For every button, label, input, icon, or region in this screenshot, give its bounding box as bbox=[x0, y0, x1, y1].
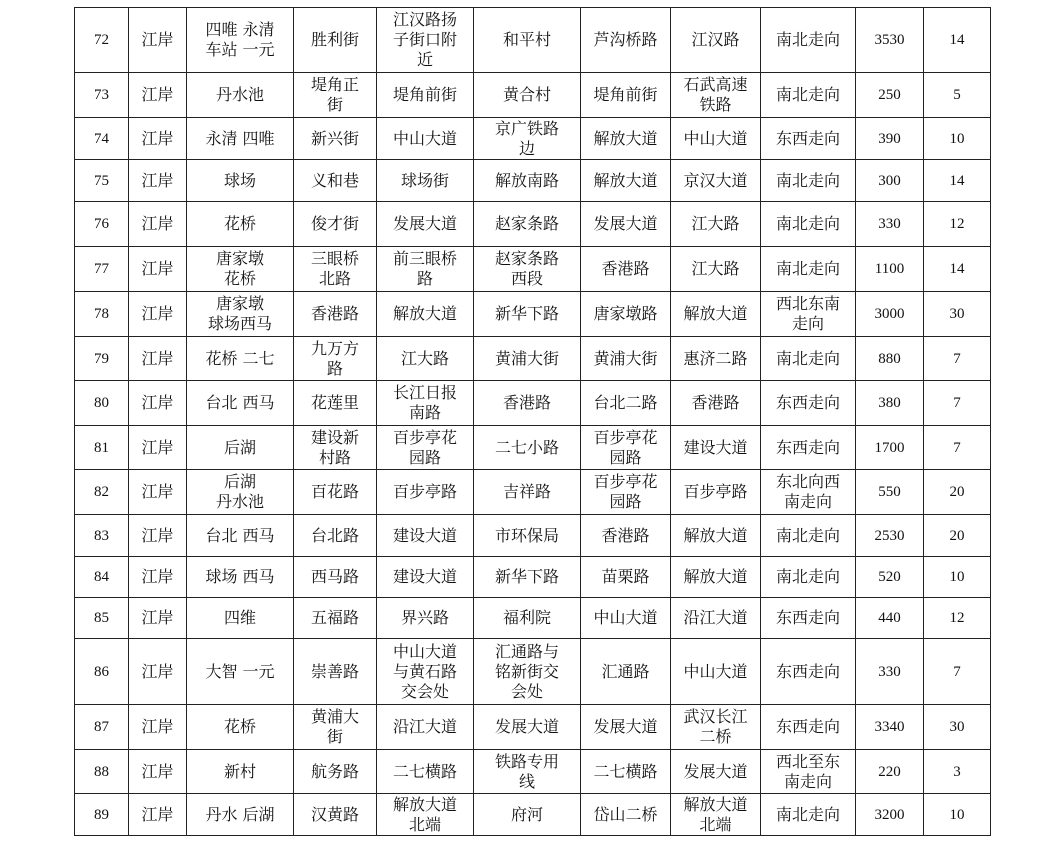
row-number: 77 bbox=[75, 247, 129, 292]
row-number: 87 bbox=[75, 705, 129, 750]
start-point-cell: 解放大道 北端 bbox=[377, 794, 474, 836]
connect-road-b-cell: 解放大道 bbox=[671, 557, 761, 598]
stops-cell: 花桥 bbox=[187, 202, 294, 247]
direction-cell: 西北东南 走向 bbox=[761, 292, 856, 337]
width-cell: 12 bbox=[924, 598, 991, 639]
start-point-cell: 球场街 bbox=[377, 160, 474, 202]
connect-road-b-cell: 江大路 bbox=[671, 202, 761, 247]
width-cell: 12 bbox=[924, 202, 991, 247]
district-cell: 江岸 bbox=[129, 247, 187, 292]
connect-road-b-cell: 中山大道 bbox=[671, 639, 761, 705]
stops-cell: 丹水 后湖 bbox=[187, 794, 294, 836]
street-name-cell: 黄浦大 街 bbox=[294, 705, 377, 750]
connect-road-b-cell: 百步亭路 bbox=[671, 470, 761, 515]
row-number: 84 bbox=[75, 557, 129, 598]
connect-road-a-cell: 香港路 bbox=[581, 247, 671, 292]
length-cell: 440 bbox=[856, 598, 924, 639]
length-cell: 520 bbox=[856, 557, 924, 598]
row-number: 78 bbox=[75, 292, 129, 337]
end-point-cell: 铁路专用 线 bbox=[474, 750, 581, 794]
connect-road-a-cell: 百步亭花 园路 bbox=[581, 470, 671, 515]
end-point-cell: 吉祥路 bbox=[474, 470, 581, 515]
end-point-cell: 黄合村 bbox=[474, 73, 581, 118]
length-cell: 3340 bbox=[856, 705, 924, 750]
length-cell: 880 bbox=[856, 337, 924, 381]
connect-road-a-cell: 苗栗路 bbox=[581, 557, 671, 598]
end-point-cell: 汇通路与 铭新街交 会处 bbox=[474, 639, 581, 705]
stops-cell: 新村 bbox=[187, 750, 294, 794]
district-cell: 江岸 bbox=[129, 557, 187, 598]
stops-cell: 花桥 bbox=[187, 705, 294, 750]
street-name-cell: 五福路 bbox=[294, 598, 377, 639]
end-point-cell: 新华下路 bbox=[474, 557, 581, 598]
street-name-cell: 汉黄路 bbox=[294, 794, 377, 836]
street-name-cell: 香港路 bbox=[294, 292, 377, 337]
direction-cell: 东北向西 南走向 bbox=[761, 470, 856, 515]
start-point-cell: 百步亭路 bbox=[377, 470, 474, 515]
district-cell: 江岸 bbox=[129, 8, 187, 73]
row-number: 83 bbox=[75, 515, 129, 557]
length-cell: 250 bbox=[856, 73, 924, 118]
length-cell: 2530 bbox=[856, 515, 924, 557]
row-number: 86 bbox=[75, 639, 129, 705]
width-cell: 30 bbox=[924, 705, 991, 750]
width-cell: 7 bbox=[924, 426, 991, 470]
table-row bbox=[75, 515, 991, 557]
width-cell: 10 bbox=[924, 794, 991, 836]
connect-road-a-cell: 岱山二桥 bbox=[581, 794, 671, 836]
connect-road-b-cell: 江大路 bbox=[671, 247, 761, 292]
table-row bbox=[75, 381, 991, 426]
width-cell: 7 bbox=[924, 337, 991, 381]
row-number: 79 bbox=[75, 337, 129, 381]
stops-cell: 四维 bbox=[187, 598, 294, 639]
length-cell: 390 bbox=[856, 118, 924, 160]
end-point-cell: 二七小路 bbox=[474, 426, 581, 470]
width-cell: 14 bbox=[924, 160, 991, 202]
stops-cell: 唐家墩 球场西马 bbox=[187, 292, 294, 337]
width-cell: 14 bbox=[924, 247, 991, 292]
table-row bbox=[75, 337, 991, 381]
district-cell: 江岸 bbox=[129, 118, 187, 160]
street-name-cell: 崇善路 bbox=[294, 639, 377, 705]
connect-road-b-cell: 沿江大道 bbox=[671, 598, 761, 639]
end-point-cell: 府河 bbox=[474, 794, 581, 836]
connect-road-b-cell: 解放大道 bbox=[671, 292, 761, 337]
width-cell: 5 bbox=[924, 73, 991, 118]
district-cell: 江岸 bbox=[129, 381, 187, 426]
length-cell: 1100 bbox=[856, 247, 924, 292]
table-row bbox=[75, 160, 991, 202]
stops-cell: 球场 西马 bbox=[187, 557, 294, 598]
start-point-cell: 发展大道 bbox=[377, 202, 474, 247]
length-cell: 3000 bbox=[856, 292, 924, 337]
district-cell: 江岸 bbox=[129, 705, 187, 750]
table-row bbox=[75, 247, 991, 292]
width-cell: 7 bbox=[924, 639, 991, 705]
direction-cell: 南北走向 bbox=[761, 247, 856, 292]
start-point-cell: 堤角前街 bbox=[377, 73, 474, 118]
stops-cell: 花桥 二七 bbox=[187, 337, 294, 381]
row-number: 82 bbox=[75, 470, 129, 515]
start-point-cell: 沿江大道 bbox=[377, 705, 474, 750]
length-cell: 3200 bbox=[856, 794, 924, 836]
end-point-cell: 新华下路 bbox=[474, 292, 581, 337]
width-cell: 14 bbox=[924, 8, 991, 73]
street-name-cell: 百花路 bbox=[294, 470, 377, 515]
start-point-cell: 二七横路 bbox=[377, 750, 474, 794]
connect-road-a-cell: 解放大道 bbox=[581, 118, 671, 160]
start-point-cell: 解放大道 bbox=[377, 292, 474, 337]
start-point-cell: 百步亭花 园路 bbox=[377, 426, 474, 470]
connect-road-a-cell: 台北二路 bbox=[581, 381, 671, 426]
table-row bbox=[75, 8, 991, 73]
street-name-cell: 航务路 bbox=[294, 750, 377, 794]
table-row bbox=[75, 639, 991, 705]
start-point-cell: 长江日报 南路 bbox=[377, 381, 474, 426]
district-cell: 江岸 bbox=[129, 426, 187, 470]
connect-road-b-cell: 京汉大道 bbox=[671, 160, 761, 202]
stops-cell: 球场 bbox=[187, 160, 294, 202]
row-number: 88 bbox=[75, 750, 129, 794]
length-cell: 220 bbox=[856, 750, 924, 794]
start-point-cell: 界兴路 bbox=[377, 598, 474, 639]
length-cell: 3530 bbox=[856, 8, 924, 73]
connect-road-a-cell: 堤角前街 bbox=[581, 73, 671, 118]
row-number: 76 bbox=[75, 202, 129, 247]
connect-road-a-cell: 香港路 bbox=[581, 515, 671, 557]
street-name-cell: 花莲里 bbox=[294, 381, 377, 426]
connect-road-a-cell: 中山大道 bbox=[581, 598, 671, 639]
district-cell: 江岸 bbox=[129, 292, 187, 337]
start-point-cell: 建设大道 bbox=[377, 515, 474, 557]
start-point-cell: 江大路 bbox=[377, 337, 474, 381]
street-name-cell: 西马路 bbox=[294, 557, 377, 598]
street-name-cell: 胜利街 bbox=[294, 8, 377, 73]
street-name-cell: 新兴街 bbox=[294, 118, 377, 160]
end-point-cell: 和平村 bbox=[474, 8, 581, 73]
connect-road-a-cell: 发展大道 bbox=[581, 705, 671, 750]
end-point-cell: 解放南路 bbox=[474, 160, 581, 202]
direction-cell: 南北走向 bbox=[761, 337, 856, 381]
district-cell: 江岸 bbox=[129, 160, 187, 202]
connect-road-a-cell: 二七横路 bbox=[581, 750, 671, 794]
table-row bbox=[75, 470, 991, 515]
end-point-cell: 京广铁路 边 bbox=[474, 118, 581, 160]
stops-cell: 大智 一元 bbox=[187, 639, 294, 705]
connect-road-b-cell: 江汉路 bbox=[671, 8, 761, 73]
district-cell: 江岸 bbox=[129, 750, 187, 794]
district-cell: 江岸 bbox=[129, 598, 187, 639]
connect-road-b-cell: 石武高速 铁路 bbox=[671, 73, 761, 118]
table-row bbox=[75, 118, 991, 160]
table-row bbox=[75, 794, 991, 836]
end-point-cell: 赵家条路 西段 bbox=[474, 247, 581, 292]
end-point-cell: 赵家条路 bbox=[474, 202, 581, 247]
length-cell: 300 bbox=[856, 160, 924, 202]
length-cell: 330 bbox=[856, 202, 924, 247]
direction-cell: 南北走向 bbox=[761, 794, 856, 836]
direction-cell: 东西走向 bbox=[761, 426, 856, 470]
data-table bbox=[74, 7, 991, 836]
table-row bbox=[75, 202, 991, 247]
street-name-cell: 台北路 bbox=[294, 515, 377, 557]
table-container bbox=[74, 7, 991, 836]
district-cell: 江岸 bbox=[129, 794, 187, 836]
length-cell: 330 bbox=[856, 639, 924, 705]
length-cell: 380 bbox=[856, 381, 924, 426]
width-cell: 10 bbox=[924, 118, 991, 160]
width-cell: 10 bbox=[924, 557, 991, 598]
width-cell: 7 bbox=[924, 381, 991, 426]
row-number: 81 bbox=[75, 426, 129, 470]
stops-cell: 后湖 丹水池 bbox=[187, 470, 294, 515]
connect-road-a-cell: 唐家墩路 bbox=[581, 292, 671, 337]
district-cell: 江岸 bbox=[129, 73, 187, 118]
district-cell: 江岸 bbox=[129, 202, 187, 247]
width-cell: 20 bbox=[924, 515, 991, 557]
direction-cell: 东西走向 bbox=[761, 705, 856, 750]
connect-road-b-cell: 发展大道 bbox=[671, 750, 761, 794]
connect-road-a-cell: 百步亭花 园路 bbox=[581, 426, 671, 470]
start-point-cell: 中山大道 与黄石路 交会处 bbox=[377, 639, 474, 705]
connect-road-a-cell: 汇通路 bbox=[581, 639, 671, 705]
connect-road-b-cell: 解放大道 bbox=[671, 515, 761, 557]
stops-cell: 唐家墩 花桥 bbox=[187, 247, 294, 292]
end-point-cell: 福利院 bbox=[474, 598, 581, 639]
row-number: 85 bbox=[75, 598, 129, 639]
district-cell: 江岸 bbox=[129, 470, 187, 515]
direction-cell: 南北走向 bbox=[761, 73, 856, 118]
start-point-cell: 中山大道 bbox=[377, 118, 474, 160]
table-row bbox=[75, 426, 991, 470]
street-name-cell: 建设新 村路 bbox=[294, 426, 377, 470]
row-number: 74 bbox=[75, 118, 129, 160]
connect-road-b-cell: 武汉长江 二桥 bbox=[671, 705, 761, 750]
end-point-cell: 市环保局 bbox=[474, 515, 581, 557]
row-number: 73 bbox=[75, 73, 129, 118]
start-point-cell: 江汉路扬 子街口附 近 bbox=[377, 8, 474, 73]
connect-road-a-cell: 芦沟桥路 bbox=[581, 8, 671, 73]
row-number: 80 bbox=[75, 381, 129, 426]
direction-cell: 东西走向 bbox=[761, 598, 856, 639]
start-point-cell: 建设大道 bbox=[377, 557, 474, 598]
length-cell: 550 bbox=[856, 470, 924, 515]
stops-cell: 台北 西马 bbox=[187, 515, 294, 557]
stops-cell: 永清 四唯 bbox=[187, 118, 294, 160]
end-point-cell: 发展大道 bbox=[474, 705, 581, 750]
direction-cell: 东西走向 bbox=[761, 381, 856, 426]
street-name-cell: 堤角正 街 bbox=[294, 73, 377, 118]
width-cell: 20 bbox=[924, 470, 991, 515]
stops-cell: 台北 西马 bbox=[187, 381, 294, 426]
width-cell: 3 bbox=[924, 750, 991, 794]
street-name-cell: 九万方 路 bbox=[294, 337, 377, 381]
row-number: 72 bbox=[75, 8, 129, 73]
connect-road-b-cell: 中山大道 bbox=[671, 118, 761, 160]
direction-cell: 南北走向 bbox=[761, 160, 856, 202]
connect-road-b-cell: 惠济二路 bbox=[671, 337, 761, 381]
connect-road-b-cell: 香港路 bbox=[671, 381, 761, 426]
direction-cell: 南北走向 bbox=[761, 202, 856, 247]
stops-cell: 四唯 永清 车站 一元 bbox=[187, 8, 294, 73]
direction-cell: 西北至东 南走向 bbox=[761, 750, 856, 794]
connect-road-a-cell: 发展大道 bbox=[581, 202, 671, 247]
district-cell: 江岸 bbox=[129, 515, 187, 557]
table-row bbox=[75, 292, 991, 337]
direction-cell: 东西走向 bbox=[761, 639, 856, 705]
connect-road-a-cell: 解放大道 bbox=[581, 160, 671, 202]
start-point-cell: 前三眼桥 路 bbox=[377, 247, 474, 292]
table-row bbox=[75, 750, 991, 794]
end-point-cell: 香港路 bbox=[474, 381, 581, 426]
direction-cell: 东西走向 bbox=[761, 118, 856, 160]
direction-cell: 南北走向 bbox=[761, 8, 856, 73]
district-cell: 江岸 bbox=[129, 337, 187, 381]
stops-cell: 丹水池 bbox=[187, 73, 294, 118]
street-name-cell: 三眼桥 北路 bbox=[294, 247, 377, 292]
direction-cell: 南北走向 bbox=[761, 515, 856, 557]
table-row bbox=[75, 73, 991, 118]
connect-road-b-cell: 建设大道 bbox=[671, 426, 761, 470]
table-row bbox=[75, 598, 991, 639]
table-row bbox=[75, 557, 991, 598]
row-number: 89 bbox=[75, 794, 129, 836]
row-number: 75 bbox=[75, 160, 129, 202]
direction-cell: 南北走向 bbox=[761, 557, 856, 598]
length-cell: 1700 bbox=[856, 426, 924, 470]
width-cell: 30 bbox=[924, 292, 991, 337]
connect-road-a-cell: 黄浦大街 bbox=[581, 337, 671, 381]
stops-cell: 后湖 bbox=[187, 426, 294, 470]
street-name-cell: 义和巷 bbox=[294, 160, 377, 202]
district-cell: 江岸 bbox=[129, 639, 187, 705]
table-row bbox=[75, 705, 991, 750]
end-point-cell: 黄浦大街 bbox=[474, 337, 581, 381]
table-body bbox=[75, 8, 991, 836]
street-name-cell: 俊才街 bbox=[294, 202, 377, 247]
connect-road-b-cell: 解放大道 北端 bbox=[671, 794, 761, 836]
